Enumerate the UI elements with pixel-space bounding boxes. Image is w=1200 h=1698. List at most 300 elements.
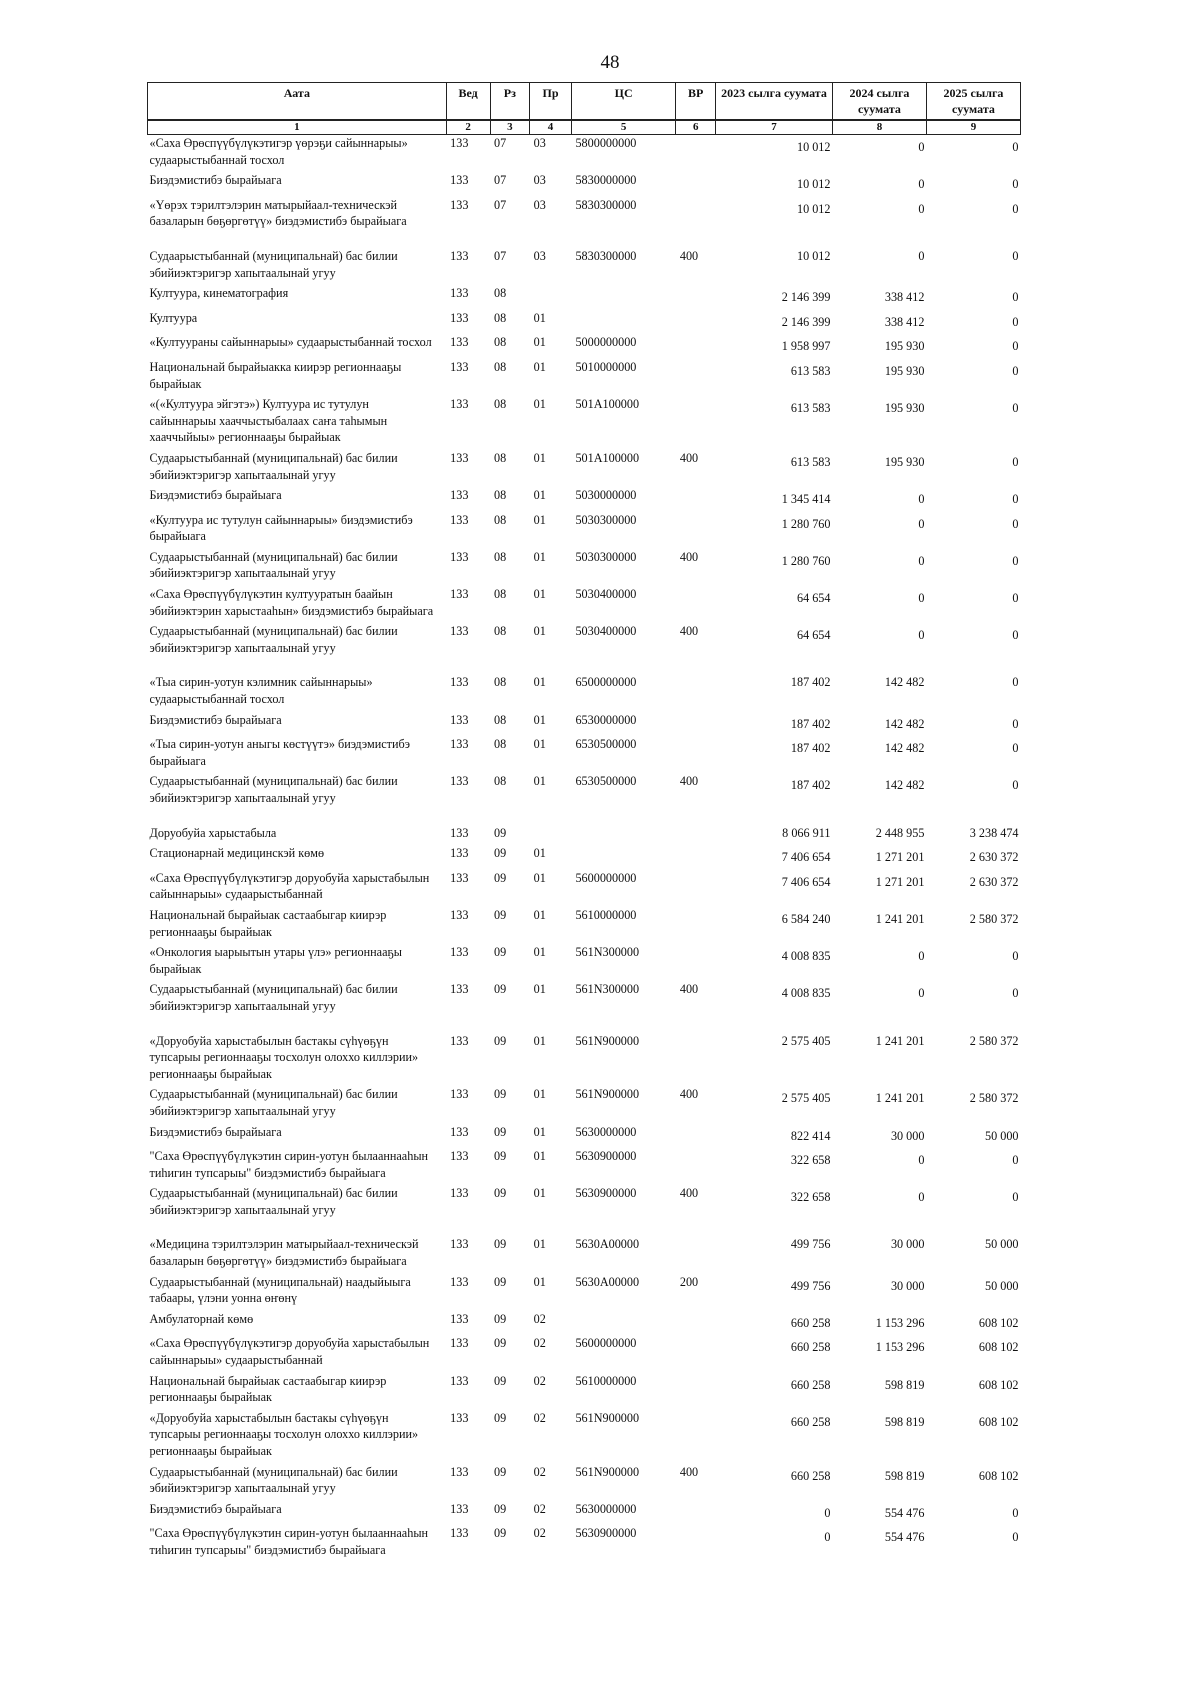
amount-2023: 8 066 911: [782, 825, 831, 840]
vr-code: [676, 712, 716, 737]
column-number: 2: [446, 120, 490, 134]
amount-2023: 660 258: [790, 1468, 831, 1483]
ved-code: 133: [450, 1410, 469, 1425]
pr-code: 01: [533, 737, 546, 752]
rz-code: 09: [494, 1526, 507, 1541]
amount-2024: 30 000: [890, 1128, 925, 1143]
cs-code: 561N900000: [575, 1033, 640, 1048]
amount-2024: 195 930: [884, 363, 925, 378]
amount-2024: 0: [918, 248, 925, 263]
amount-2024: 338 412: [884, 314, 925, 329]
row-name: "Саха Өрөспүүбүлүкэтин сирин-уотун былааннааһын тиһигин тупсарыы" биэдэмистибэ бырайыага: [149, 1526, 429, 1557]
cs-code: 5630900000: [575, 1186, 637, 1201]
header-cell: 2023 сылга суумата: [716, 83, 833, 121]
amount-2025: 3 238 474: [969, 825, 1019, 840]
table-row: [148, 1124, 1021, 1149]
amount-2025: 0: [1012, 553, 1019, 568]
pr-code: 01: [533, 549, 546, 564]
table-row: [148, 396, 1021, 450]
amount-2023: 7 406 654: [781, 874, 831, 889]
vr-code: [676, 334, 716, 359]
pr-code: 02: [533, 1526, 546, 1541]
column-number: 7: [716, 120, 833, 134]
amount-2023: 822 414: [790, 1128, 831, 1143]
budget-table: [147, 82, 1021, 1563]
ved-code: 133: [450, 1033, 469, 1048]
table-row: [148, 1019, 1021, 1087]
amount-2024: 554 476: [884, 1505, 925, 1520]
amount-2024: 598 819: [884, 1414, 925, 1429]
vr-code: 400: [679, 624, 699, 639]
table-row: [148, 1410, 1021, 1464]
amount-2025: 0: [1012, 363, 1019, 378]
rz-code: 09: [494, 1149, 507, 1164]
rz-code: 08: [494, 512, 507, 527]
cs-code: 5600000000: [575, 870, 637, 885]
pr-code: 01: [533, 1033, 546, 1048]
table-row: [148, 1185, 1021, 1222]
ved-code: 133: [450, 1149, 469, 1164]
table-row: [148, 487, 1021, 512]
amount-2025: 50 000: [984, 1128, 1019, 1143]
rz-code: 08: [494, 549, 507, 564]
cs-code: 561N900000: [575, 1087, 640, 1102]
amount-2024: 1 153 296: [875, 1340, 925, 1355]
cs-code: 5830300000: [575, 197, 637, 212]
vr-code: [676, 487, 716, 512]
amount-2024: 195 930: [884, 339, 925, 354]
cs-code: 561N300000: [575, 982, 640, 997]
amount-2023: 322 658: [790, 1153, 831, 1168]
row-name: Култуура, кинематография: [149, 286, 289, 301]
vr-code: [676, 1525, 716, 1562]
rz-code: 09: [494, 1336, 507, 1351]
ved-code: 133: [450, 1124, 469, 1139]
rz-code: 09: [494, 1274, 507, 1289]
amount-2025: 50 000: [984, 1278, 1019, 1293]
amount-2024: 0: [918, 201, 925, 216]
amount-2023: 2 575 405: [781, 1033, 831, 1048]
rz-code: 09: [494, 1237, 507, 1252]
amount-2024: 1 241 201: [875, 1091, 925, 1106]
amount-2024: 0: [918, 140, 925, 155]
rz-code: 08: [494, 310, 507, 325]
rz-code: 09: [494, 1087, 507, 1102]
amount-2024: 30 000: [890, 1237, 925, 1252]
ved-code: 133: [450, 549, 469, 564]
amount-2023: 187 402: [790, 716, 831, 731]
ved-code: 133: [450, 774, 469, 789]
row-name: Судаарыстыбаннай (муниципальнай) бас билии эбийиэктэригэр хапытаалынай угуу: [149, 1087, 398, 1118]
amount-2023: 10 012: [796, 177, 831, 192]
header-cell: 2024 сылга суумата: [832, 83, 926, 121]
rz-code: 07: [494, 248, 507, 263]
column-number: 1: [148, 120, 447, 134]
cs-code: 5010000000: [575, 359, 637, 374]
cs-code: 5030300000: [575, 549, 637, 564]
amount-2023: 7 406 654: [781, 850, 831, 865]
vr-code: [676, 1335, 716, 1372]
pr-code: 01: [533, 624, 546, 639]
row-name: «Онкология ыарыытын утары үлэ» регионнааҕы бырайыак: [149, 945, 402, 976]
row-name: Култуура: [149, 310, 198, 325]
amount-2025: 0: [1012, 339, 1019, 354]
amount-2024: 1 241 201: [875, 911, 925, 926]
ved-code: 133: [450, 624, 469, 639]
rz-code: 08: [494, 286, 507, 301]
row-name: «Култуура ис тутулун сайыннарыы» биэдэмистибэ бырайыага: [149, 512, 413, 544]
amount-2023: 613 583: [790, 363, 831, 378]
row-name: Национальнай бырайыакка киирэр регионнааҕы бырайыак: [149, 359, 402, 391]
cs-code: 561N300000: [575, 945, 640, 960]
vr-code: [676, 845, 716, 870]
row-name: Судаарыстыбаннай (муниципальнай) бас билии эбийиэктэригэр хапытаалынай угуу: [149, 982, 398, 1013]
amount-2023: 613 583: [790, 401, 831, 416]
row-name: Судаарыстыбаннай (муниципальнай) бас билии эбийиэктэригэр хапытаалынай угуу: [149, 549, 398, 581]
amount-2023: 6 584 240: [781, 911, 831, 926]
table-row: [148, 1464, 1021, 1501]
header-cell: Аата: [148, 83, 447, 121]
amount-2024: 142 482: [884, 741, 925, 756]
row-name: Амбулаторнай көмө: [149, 1311, 254, 1326]
amount-2024: 142 482: [884, 716, 925, 731]
amount-2025: 608 102: [978, 1414, 1019, 1429]
amount-2023: 1 280 760: [781, 516, 831, 531]
amount-2025: 2 630 372: [969, 850, 1019, 865]
vr-code: 200: [679, 1274, 699, 1289]
table-row: [148, 549, 1021, 586]
pr-code: 01: [533, 1274, 546, 1289]
rz-code: 09: [494, 1501, 507, 1516]
column-number-row: [148, 120, 1021, 134]
row-name: «Саха Өрөспүүбүлүкэтигэр үөрэҕи сайыннарыы» судаарыстыбаннай тосхол: [149, 136, 408, 167]
amount-2025: 2 580 372: [969, 911, 1019, 926]
pr-code: [530, 811, 572, 846]
cs-code: 5030000000: [575, 488, 637, 503]
rz-code: 08: [494, 587, 507, 602]
pr-code: 01: [533, 335, 546, 350]
amount-2023: 10 012: [796, 140, 831, 155]
ved-code: 133: [450, 907, 469, 922]
ved-code: 133: [450, 737, 469, 752]
amount-2025: 0: [1012, 516, 1019, 531]
row-name: Биэдэмистибэ бырайыага: [149, 173, 282, 188]
amount-2023: 4 008 835: [781, 949, 831, 964]
row-name: Судаарыстыбаннай (муниципальнай) бас билии эбийиэктэригэр хапытаалынай угуу: [149, 624, 398, 655]
pr-code: 01: [533, 450, 546, 465]
table-row: [148, 907, 1021, 944]
row-name: «Саха Өрөспүүбүлүкэтигэр доруобуйа харыстабылын сайыннарыы» судаарыстыбаннай: [149, 870, 430, 902]
vr-code: [676, 907, 716, 944]
pr-code: 02: [533, 1336, 546, 1351]
pr-code: 01: [533, 712, 546, 727]
table-row: [148, 334, 1021, 359]
amount-2024: 0: [918, 986, 925, 1001]
cs-code: 501А100000: [575, 397, 640, 412]
cs-code: [571, 811, 675, 846]
cs-code: 6530500000: [575, 774, 637, 789]
vr-code: [676, 586, 716, 623]
cs-code: 561N900000: [575, 1464, 640, 1479]
vr-code: [676, 944, 716, 981]
amount-2024: 0: [918, 553, 925, 568]
ved-code: 133: [450, 335, 469, 350]
vr-code: [676, 811, 716, 846]
rz-code: 09: [494, 1033, 507, 1048]
ved-code: 133: [450, 1526, 469, 1541]
ved-code: 133: [450, 1311, 469, 1326]
cs-code: 5630900000: [575, 1526, 637, 1541]
table-row: [148, 1148, 1021, 1185]
cs-code: [571, 310, 675, 335]
row-name: Биэдэмистибэ бырайыага: [149, 488, 282, 503]
cs-code: 5630900000: [575, 1149, 637, 1164]
amount-2024: 0: [918, 177, 925, 192]
vr-code: 400: [679, 450, 699, 465]
vr-code: 400: [679, 549, 699, 564]
rz-code: 07: [494, 136, 507, 151]
pr-code: 03: [533, 136, 546, 151]
pr-code: 01: [533, 945, 546, 960]
amount-2023: 2 146 399: [781, 290, 831, 305]
ved-code: 133: [450, 1087, 469, 1102]
cs-code: 5630000000: [575, 1124, 637, 1139]
amount-2024: 0: [918, 516, 925, 531]
ved-code: 133: [450, 512, 469, 527]
vr-code: 400: [679, 1186, 699, 1201]
cs-code: 5030300000: [575, 512, 637, 527]
amount-2025: 0: [1012, 314, 1019, 329]
rz-code: 08: [494, 675, 507, 690]
header-cell: Рз: [490, 83, 530, 121]
pr-code: 02: [533, 1410, 546, 1425]
vr-code: [676, 310, 716, 335]
header-row: [148, 83, 1021, 121]
rz-code: 09: [494, 846, 507, 861]
ved-code: 133: [450, 248, 469, 263]
amount-2024: 142 482: [884, 675, 925, 690]
cs-code: 6530000000: [575, 712, 637, 727]
amount-2025: 0: [1012, 1505, 1019, 1520]
column-number: 4: [530, 120, 572, 134]
cs-code: 5610000000: [575, 1373, 637, 1388]
ved-code: 133: [450, 136, 469, 151]
table-row: [148, 944, 1021, 981]
rz-code: 08: [494, 397, 507, 412]
ved-code: 133: [450, 1274, 469, 1289]
row-name: Судаарыстыбаннай (муниципальнай) бас билии эбийиэктэригэр хапытаалынай угуу: [149, 450, 398, 482]
rz-code: 08: [494, 335, 507, 350]
pr-code: 01: [533, 982, 546, 997]
amount-2023: 499 756: [790, 1278, 831, 1293]
ved-code: 133: [450, 945, 469, 960]
cs-code: [571, 845, 675, 870]
amount-2025: 0: [1012, 454, 1019, 469]
ved-code: 133: [450, 450, 469, 465]
rz-code: 08: [494, 359, 507, 374]
ved-code: 133: [450, 846, 469, 861]
table-body: [148, 135, 1021, 1563]
cs-code: 5830300000: [575, 248, 637, 263]
header-cell: Пр: [530, 83, 572, 121]
pr-code: 02: [533, 1464, 546, 1479]
amount-2023: 2 575 405: [781, 1091, 831, 1106]
amount-2025: 0: [1012, 1190, 1019, 1205]
pr-code: 01: [533, 488, 546, 503]
rz-code: 09: [494, 1186, 507, 1201]
rz-code: 09: [494, 1410, 507, 1425]
row-name: "Саха Өрөспүүбүлүкэтин сирин-уотун былааннааһын тиһигин тупсарыы" биэдэмистибэ бырайыага: [149, 1149, 429, 1180]
row-name: «Култуураны сайыннарыы» судаарыстыбаннай тосхол: [149, 335, 432, 350]
table-row: [148, 623, 1021, 660]
ved-code: 133: [450, 587, 469, 602]
table-row: [148, 450, 1021, 487]
row-name: «Саха Өрөспүүбүлүкэтин култууратын баайын эбийиэктэрин харыстааһын» биэдэмистибэ бырайыага: [149, 587, 434, 618]
rz-code: 07: [494, 197, 507, 212]
amount-2025: 0: [1012, 492, 1019, 507]
cs-code: 6500000000: [575, 675, 637, 690]
table-row: [148, 197, 1021, 234]
pr-code: 01: [533, 1087, 546, 1102]
row-name: «(«Култуура эйгэтэ») Култуура ис тутулун сайыннарыы хааччыстыбалаах саҥа таһымын хааччыйыы» регионнааҕы бырайыак: [149, 397, 388, 445]
vr-code: 400: [679, 1464, 699, 1479]
vr-code: [676, 172, 716, 197]
amount-2025: 0: [1012, 675, 1019, 690]
pr-code: 02: [533, 1373, 546, 1388]
amount-2023: 1 958 997: [781, 339, 831, 354]
amount-2023: 660 258: [790, 1340, 831, 1355]
amount-2023: 10 012: [796, 201, 831, 216]
pr-code: 02: [533, 1501, 546, 1516]
row-name: Судаарыстыбаннай (муниципальнай) бас билии эбийиэктэригэр хапытаалынай угуу: [149, 1186, 398, 1217]
amount-2023: 1 345 414: [781, 492, 831, 507]
row-name: Судаарыстыбаннай (муниципальнай) бас билии эбийиэктэригэр хапытаалынай угуу: [149, 248, 398, 280]
table-row: [148, 736, 1021, 773]
vr-code: [676, 135, 716, 173]
table-row: [148, 870, 1021, 907]
amount-2024: 554 476: [884, 1530, 925, 1545]
table-row: [148, 234, 1021, 285]
rz-code: 09: [494, 1124, 507, 1139]
table-row: [148, 1373, 1021, 1410]
vr-code: 400: [679, 982, 699, 997]
amount-2025: 0: [1012, 201, 1019, 216]
column-number: 5: [571, 120, 675, 134]
pr-code: 01: [533, 907, 546, 922]
table-row: [148, 1274, 1021, 1311]
vr-code: [676, 660, 716, 711]
pr-code: 01: [533, 1186, 546, 1201]
ved-code: 133: [450, 1186, 469, 1201]
amount-2024: 0: [918, 591, 925, 606]
vr-code: [676, 736, 716, 773]
cs-code: [571, 1311, 675, 1336]
cs-code: 5800000000: [575, 136, 637, 151]
rz-code: 08: [494, 774, 507, 789]
rz-code: 09: [494, 907, 507, 922]
amount-2025: 608 102: [978, 1377, 1019, 1392]
amount-2025: 0: [1012, 140, 1019, 155]
table-row: [148, 285, 1021, 310]
pr-code: 01: [533, 1124, 546, 1139]
table-row: [148, 1311, 1021, 1336]
amount-2025: 0: [1012, 248, 1019, 263]
rz-code: 08: [494, 624, 507, 639]
rz-code: 08: [494, 737, 507, 752]
vr-code: [676, 396, 716, 450]
table-row: [148, 845, 1021, 870]
vr-code: [676, 870, 716, 907]
amount-2025: 0: [1012, 628, 1019, 643]
pr-code: 03: [533, 197, 546, 212]
table-row: [148, 1501, 1021, 1526]
amount-2023: 10 012: [796, 248, 831, 263]
rz-code: 09: [494, 945, 507, 960]
ved-code: 133: [450, 1373, 469, 1388]
row-name: Стационарнай медицинскэй көмө: [149, 846, 325, 861]
amount-2024: 598 819: [884, 1468, 925, 1483]
amount-2023: 499 756: [790, 1237, 831, 1252]
amount-2025: 0: [1012, 591, 1019, 606]
cs-code: 5030400000: [575, 587, 637, 602]
rz-code: 09: [494, 825, 507, 840]
ved-code: 133: [450, 197, 469, 212]
amount-2024: 0: [918, 1153, 925, 1168]
cs-code: 5630А00000: [575, 1237, 640, 1252]
cs-code: 5630А00000: [575, 1274, 640, 1289]
ved-code: 133: [450, 982, 469, 997]
page-number: 48: [600, 52, 620, 73]
rz-code: 09: [494, 982, 507, 997]
vr-code: [676, 512, 716, 549]
ved-code: 133: [450, 1464, 469, 1479]
pr-code: 01: [533, 310, 546, 325]
table-row: [148, 310, 1021, 335]
amount-2023: 322 658: [790, 1190, 831, 1205]
row-name: Доруобуйа харыстабыла: [149, 825, 277, 840]
amount-2023: 187 402: [790, 675, 831, 690]
table-row: [148, 172, 1021, 197]
amount-2025: 608 102: [978, 1340, 1019, 1355]
table-row: [148, 1222, 1021, 1273]
row-name: Биэдэмистибэ бырайыага: [149, 1124, 282, 1139]
cs-code: 6530500000: [575, 737, 637, 752]
row-name: Национальнай бырайыак састаабыгар киирэр регионнааҕы бырайыак: [149, 907, 387, 939]
amount-2025: 50 000: [984, 1237, 1019, 1252]
amount-2024: 1 153 296: [875, 1315, 925, 1330]
pr-code: 01: [533, 512, 546, 527]
cs-code: 501А100000: [575, 450, 640, 465]
amount-2025: 0: [1012, 1530, 1019, 1545]
ved-code: 133: [450, 870, 469, 885]
vr-code: [676, 1410, 716, 1464]
ved-code: 133: [450, 488, 469, 503]
rz-code: 09: [494, 1373, 507, 1388]
amount-2025: 0: [1012, 986, 1019, 1001]
row-name: Национальнай бырайыак састаабыгар киирэр регионнааҕы бырайыак: [149, 1373, 387, 1405]
amount-2024: 0: [918, 628, 925, 643]
amount-2023: 64 654: [796, 628, 831, 643]
amount-2024: 338 412: [884, 290, 925, 305]
amount-2023: 660 258: [790, 1377, 831, 1392]
header-cell: ЦС: [571, 83, 675, 121]
table-row: [148, 135, 1021, 173]
ved-code: 133: [450, 397, 469, 412]
cs-code: [571, 285, 675, 310]
amount-2025: 0: [1012, 741, 1019, 756]
amount-2024: 0: [918, 949, 925, 964]
pr-code: 01: [533, 675, 546, 690]
